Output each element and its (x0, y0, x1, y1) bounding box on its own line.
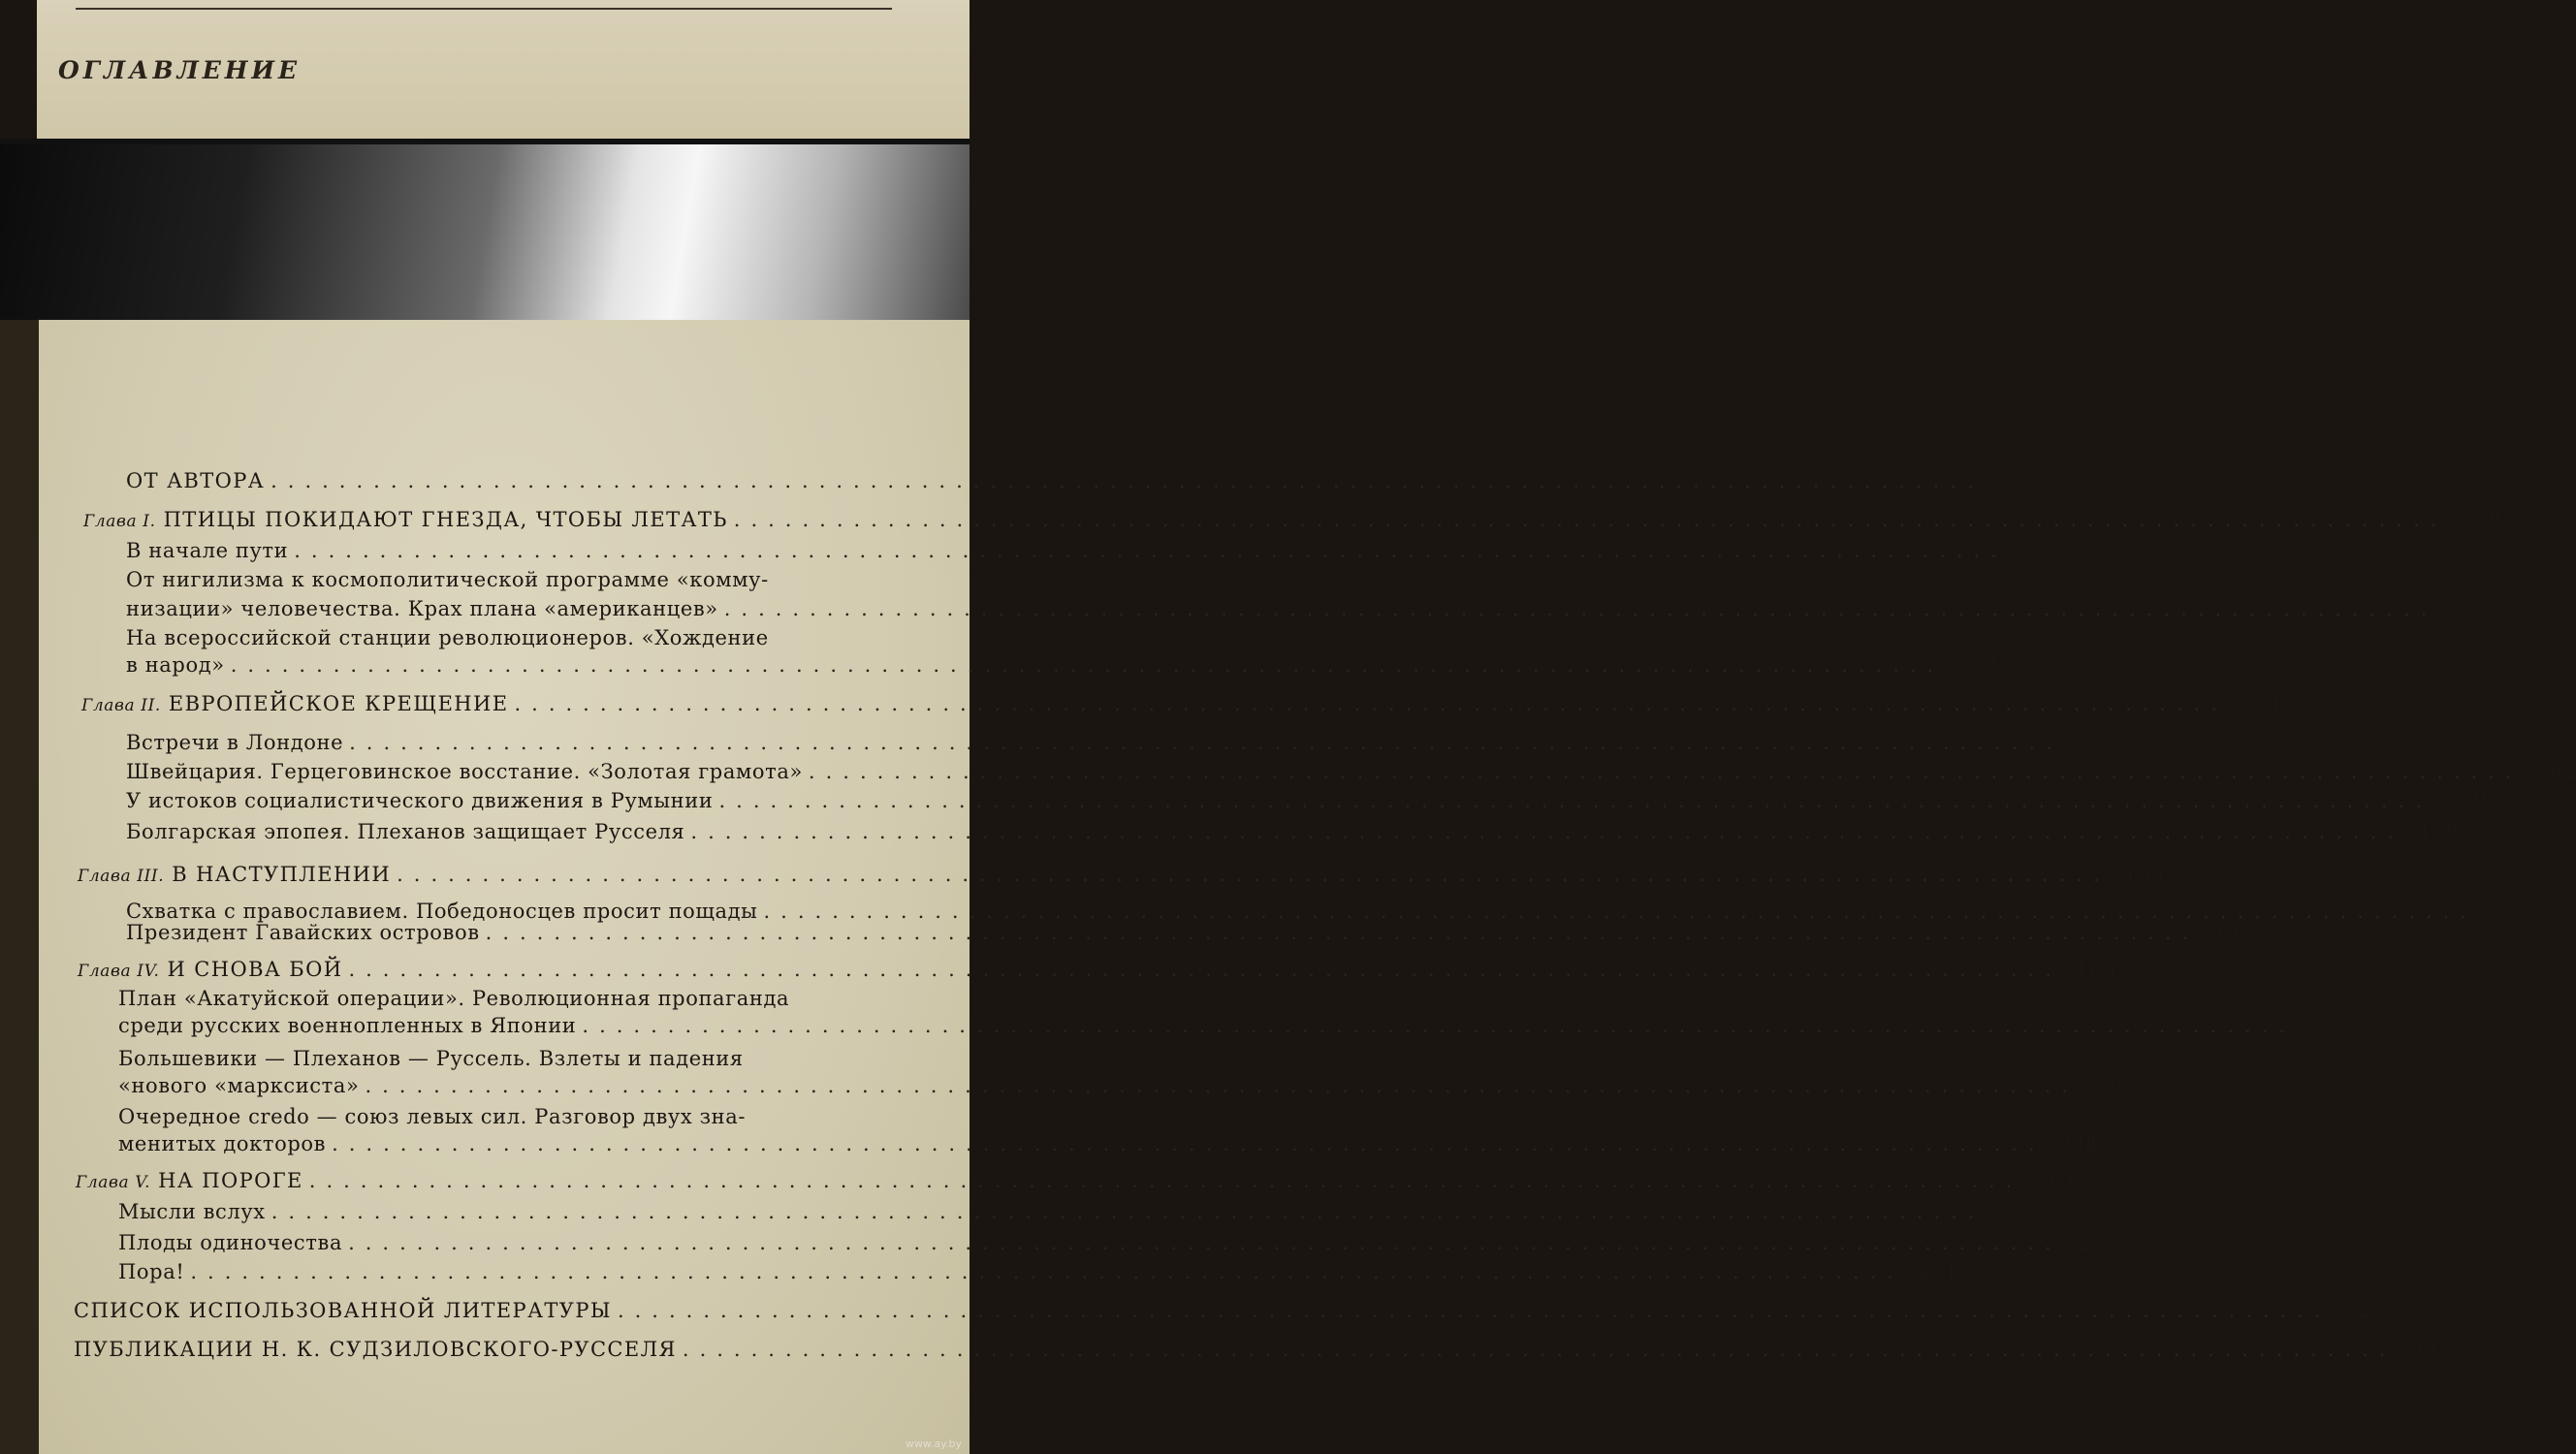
dot-leader: .................................................................................................... (723, 597, 2438, 620)
watermark: www.ay.by (905, 1438, 962, 1450)
toc-entry (118, 1132, 2100, 1155)
dot-leader: .................................................................................................... (348, 958, 2062, 981)
entry-label: У истоков социалистического движения в Румынии (126, 789, 714, 812)
toc-chapter-1 (83, 508, 2502, 531)
toc-entry (126, 539, 2062, 562)
entry-label-line2: в народ» (126, 653, 225, 677)
dot-leader: .................................................................................................... (485, 921, 2200, 944)
entry-page: 9 (2488, 508, 2502, 531)
dot-leader: .................................................................................................... (270, 469, 1985, 492)
toc-entry (118, 1260, 1958, 1283)
toc-entry (118, 1231, 2116, 1254)
dot-leader: .................................................................................................... (690, 820, 2404, 843)
entry-label-line2: среди русских военнопленных в Японии (118, 1014, 577, 1037)
dot-leader: .................................................................................................... (763, 900, 2478, 923)
toc-chapter-4 (78, 958, 2116, 981)
entry-page: 261 (2036, 1169, 2078, 1192)
chapter-number: Глава II. (81, 696, 161, 715)
entry-label-line2: менитых докторов (118, 1132, 327, 1155)
entry-label: Встречи в Лондоне (126, 731, 344, 754)
entry-page: 273 (2075, 1231, 2116, 1254)
chapter-number: Глава III. (78, 867, 165, 886)
toc-entry (126, 653, 1999, 677)
entry-page: — (2018, 1200, 2040, 1223)
dark-band (0, 139, 970, 323)
dot-leader: .................................................................................................... (349, 731, 2063, 754)
entry-label: НА ПОРОГЕ (158, 1169, 303, 1192)
dot-leader: .................................................................................................... (617, 1299, 2332, 1322)
dot-leader: .................................................................................................... (682, 1338, 2397, 1361)
dot-leader: .................................................................................................... (294, 539, 2008, 562)
dot-leader: .................................................................................................... (808, 760, 2523, 783)
toc-entry (118, 1014, 2350, 1037)
entry-label: Президент Гавайских островов (126, 921, 480, 944)
dot-leader: .................................................................................................... (308, 1169, 2023, 1192)
entry-label: Плоды одиночества (118, 1231, 343, 1254)
entry-page: — (2041, 539, 2062, 562)
dot-leader: .................................................................................................... (733, 508, 2448, 531)
entry-page: — (2510, 900, 2532, 923)
entry-page: 37 (1971, 653, 1999, 677)
toc-entry (118, 1200, 2040, 1223)
entry-label: Мысли вслух (118, 1200, 266, 1223)
entry-page: 183 (2076, 958, 2116, 981)
entry-label-line1: План «Акатуйской операции». Революционная пропаганда (118, 987, 790, 1010)
entry-page: — (2329, 1014, 2350, 1037)
entry-label: Схватка с православием. Победоносцев просит пощады (126, 900, 758, 923)
toc-entry-bibliography (74, 1299, 2386, 1322)
entry-page: — (2096, 731, 2117, 754)
dot-leader: .................................................................................................... (270, 1200, 1986, 1223)
entry-label: Болгарская эпопея. Плеханов защищает Русселя (126, 820, 685, 843)
dot-leader: .................................................................................................... (582, 1014, 2296, 1037)
entry-page: 323 (2344, 1299, 2386, 1322)
toc-entry (126, 900, 2532, 923)
top-rule (76, 8, 892, 10)
entry-label: В начале пути (126, 539, 289, 562)
entry-label: В НАСТУПЛЕНИИ (172, 863, 392, 886)
toc-entry-publications (74, 1338, 2451, 1361)
entry-page: 332 (2409, 1338, 2451, 1361)
entry-page: 5 (2024, 469, 2039, 492)
entry-label-line2: «нового «марксиста» (118, 1074, 360, 1097)
chapter-number: Глава I. (83, 512, 156, 531)
entry-label: И СНОВА БОЙ (167, 958, 343, 981)
dot-leader: .................................................................................................... (190, 1260, 1904, 1283)
toc-entry (126, 597, 2493, 620)
dot-leader: .................................................................................................... (365, 1074, 2079, 1097)
toc-chapter-2 (81, 692, 2282, 715)
entry-label: ПТИЦЫ ПОКИДАЮТ ГНЕЗДА, ЧТОБЫ ЛЕТАТЬ (163, 508, 728, 531)
entry-label-line2: низации» человечества. Крах плана «американцев» (126, 597, 718, 620)
dot-leader: .................................................................................................... (348, 1231, 2062, 1254)
dot-leader: .................................................................................................... (514, 692, 2228, 715)
toc-entry (126, 789, 2487, 812)
entry-label: ОТ АВТОРА (126, 469, 266, 492)
entry-label: Пора! (118, 1260, 185, 1283)
entry-label-line1: Большевики — Плеханов — Руссель. Взлеты и падения (118, 1047, 744, 1070)
toc-chapter-3 (78, 863, 2165, 886)
dot-leader: .................................................................................................... (718, 789, 2433, 812)
toc-entry (126, 820, 2459, 843)
entry-page: 244 (2058, 1132, 2100, 1155)
chapter-number: Глава IV. (78, 962, 160, 981)
chapter-number: Глава V. (76, 1173, 151, 1192)
entry-page: 139 (2123, 863, 2165, 886)
entry-label: ПУБЛИКАЦИИ Н. К. СУДЗИЛОВСКОГО-РУССЕЛЯ (74, 1338, 677, 1361)
entry-page: 20 (2465, 597, 2493, 620)
entry-page: 217 (2092, 1074, 2133, 1097)
toc-entry-author (126, 469, 2039, 492)
entry-label: Швейцария. Герцеговинское восстание. «Золотая грамота» (126, 760, 803, 783)
dot-leader: .................................................................................................... (397, 863, 2111, 886)
toc-heading: ОГЛАВЛЕНИЕ (58, 56, 302, 84)
toc-chapter-5 (76, 1169, 2078, 1192)
entry-page: 155 (2212, 921, 2254, 944)
entry-label-line1: От нигилизма к космополитической программе «комму- (126, 568, 769, 591)
entry-page: 82 (2549, 760, 2576, 783)
toc-entry (118, 1074, 2133, 1097)
entry-page: 119 (2418, 820, 2459, 843)
toc-entry (126, 731, 2117, 754)
toc-entry (126, 760, 2576, 783)
entry-page: 71 (2255, 692, 2282, 715)
entry-page: 291 (1918, 1260, 1958, 1283)
entry-label-line1: На всероссийской станции революционеров. «Хождение (126, 626, 769, 649)
entry-label: ЕВРОПЕЙСКОЕ КРЕЩЕНИЕ (168, 692, 509, 715)
dot-leader: .................................................................................................... (230, 653, 1945, 677)
entry-page: 90 (2460, 789, 2487, 812)
entry-label-line1: Очередное credo — союз левых сил. Разговор двух зна- (118, 1105, 747, 1128)
toc-entry (126, 921, 2254, 944)
page-shadow (0, 320, 39, 1454)
dot-leader: .................................................................................................... (332, 1132, 2046, 1155)
entry-label: СПИСОК ИСПОЛЬЗОВАННОЙ ЛИТЕРАТУРЫ (74, 1299, 612, 1322)
band-edge (0, 139, 970, 144)
